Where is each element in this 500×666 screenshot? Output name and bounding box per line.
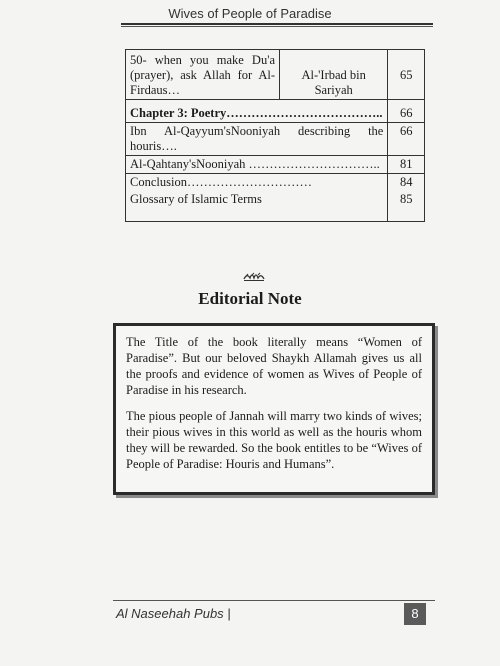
note-paragraph: The pious people of Jannah will marry two kinds of wives; their pious wives in this world as well as the houris whom they will be rewarded. So the book entitles to be “Wives of People of Paradise: Houris and Humans”. xyxy=(126,409,422,471)
toc-row xyxy=(126,156,425,174)
running-header: Wives of People of Paradise xyxy=(168,6,332,21)
toc-entry-page: 84 xyxy=(388,174,425,192)
toc-entry-title: Al-Qahtany'sNooniyah ………………………….. xyxy=(126,156,388,174)
publisher-name: Al Naseehah Pubs | xyxy=(116,606,231,621)
toc-entry-title: Ibn Al-Qayyum'sNooniyah describing the houris…. xyxy=(126,123,388,156)
toc-row xyxy=(126,174,425,192)
toc-row xyxy=(126,191,425,222)
toc-entry-title: Glossary of Islamic Terms xyxy=(126,191,388,222)
toc-entry-page: 81 xyxy=(388,156,425,174)
note-paragraph: The Title of the book literally means “Women of Paradise”. But our beloved Shaykh Allamah gives us all the proofs and evidence of women as Wives of People of Paradise in his research. xyxy=(126,335,422,397)
toc-chapter-title: Chapter 3: Poetry……………………………….. xyxy=(126,100,388,123)
table-of-contents xyxy=(125,49,425,222)
toc-row xyxy=(126,123,425,156)
toc-entry-page: 66 xyxy=(388,123,425,156)
footer-rule xyxy=(113,600,435,601)
toc-row xyxy=(126,100,425,123)
toc-row xyxy=(126,50,425,100)
editorial-note-box xyxy=(113,323,435,495)
toc-entry-title: Conclusion………………………… xyxy=(126,174,388,192)
toc-entry-title: 50- when you make Du'a (prayer), ask Allah for Al-Firdaus… xyxy=(126,50,280,100)
calligraphy-ornament-icon xyxy=(243,270,265,282)
toc-entry-page: 85 xyxy=(388,191,425,222)
toc-entry-author: Al-'Irbad bin Sariyah xyxy=(280,50,388,100)
section-heading: Editorial Note xyxy=(198,289,302,308)
toc-entry-page: 66 xyxy=(388,100,425,123)
header-rule xyxy=(121,23,433,27)
toc-entry-page: 65 xyxy=(388,50,425,100)
page-number: 8 xyxy=(404,603,426,625)
